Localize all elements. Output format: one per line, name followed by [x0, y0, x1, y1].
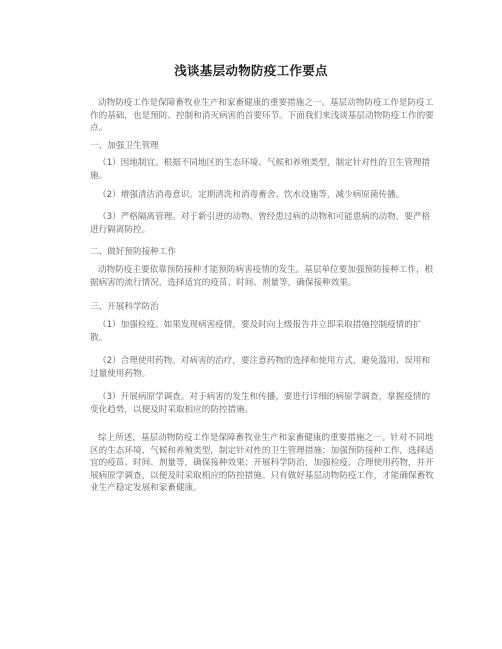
section-1-item-1: （1）因地制宜。根据不同地区的生态环境、气候和养殖类型，制定针对性的卫生管理措施。 [90, 158, 431, 181]
section-3-item-1: （1）加强检疫。如果发现病害疫情，要及时向上级报告并立即采取措施控制疫情的扩散。 [90, 320, 422, 343]
page-title: 浅谈基层动物防疫工作要点 [174, 63, 328, 78]
section-3-item-3: （3）开展病原学调查。对于病害的发生和传播，要进行详细的病原学调查，掌握疫情的变化趋势，以便及时采取相应的防控措施。 [90, 392, 431, 415]
section-2-item-1: 动物防疫主要依靠预防接种才能预防病害疫情的发生。基层单位要加强预防接种工作，根据病害的流行情况，选择适宜的疫苗、时间、剂量等，确保接种效果。 [90, 265, 434, 288]
conclusion-paragraph: 综上所述，基层动物防疫工作是保障畜牧业生产和家畜健康的重要措施之一。针对不同地区的生态环境、气候和养殖类型，制定针对性的卫生管理措施；加强预防接种工作，选择适宜的疫苗、时间、剂量等，确保接种效果；开展科学防治，加强检疫、合理使用药物，并开展病原学调查，以便及时采取相应的防控措施。只有做好基层动物防疫工作，才能确保畜牧业生产稳定发展和家畜健康。 [90, 433, 434, 494]
section-heading-3: 三、开展科学防治 [90, 302, 159, 312]
section-heading-1: 一、加强卫生管理 [90, 141, 159, 151]
section-heading-2: 二、做好预防接种工作 [90, 247, 176, 257]
section-3-item-2: （2）合理使用药物。对病害的治疗，要注意药物的选择和使用方式，避免滥用、误用和过量使用药物。 [90, 356, 431, 379]
intro-paragraph: 动物防疫工作是保障畜牧业生产和家畜健康的重要措施之一。基层动物防疫工作是防疫工作的基础，也是预防、控制和消灭病害的首要环节。下面我们来浅谈基层动物防疫工作的要点。 [90, 98, 434, 134]
section-1-item-3: （3）严格隔离管理。对于新引进的动物、曾经患过病的动物和可能患病的动物，要严格进行隔离防控。 [90, 212, 431, 235]
section-1-item-2: （2）增强清洁消毒意识。定期清洗和消毒畜舍、饮水设施等，减少病原菌传播。 [98, 190, 405, 200]
